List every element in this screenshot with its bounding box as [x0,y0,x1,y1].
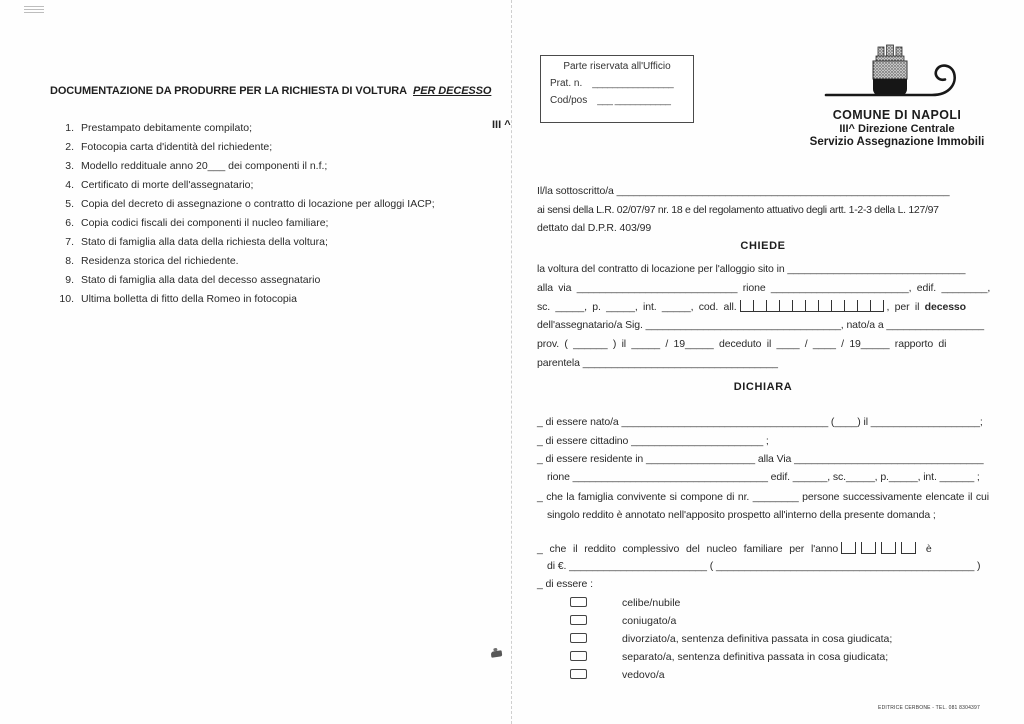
item-text: Copia codici fiscali dei componenti il nucleo familiare; [81,217,329,229]
decl-birth-line: _ di essere nato/a ____________________________________ (____) il ___________________; [537,416,983,428]
decl-euro-line: di €. ________________________ ( _____________________________________________ ) [547,560,981,572]
item-text: Fotocopia carta d'identità del richiedente; [81,141,273,153]
documentation-title-emphasis: PER DECESSO [413,85,492,97]
list-item [50,233,495,252]
org-service: Servizio Assegnazione Immobili [809,136,985,148]
blank-line: ___ ___________ [597,95,671,106]
request-unit-line [537,300,989,315]
income-text: _ che il reddito complessivo del nucleo familiare per l'anno [537,543,839,555]
assignee-line: dell'assegnatario/a Sig. __________________________________, nato/a a _________________ [537,319,984,331]
documentation-title [50,85,495,97]
checkbox-icon [570,669,587,679]
item-number: 8. [65,255,74,267]
request-street-line: alla via ____________________________ rione ________________________, edif. ________, [537,282,991,294]
documentation-column [50,85,495,309]
decl-citizenship-line: _ di essere cittadino _______________________ ; [537,435,769,447]
option-label: vedovo/a [622,669,665,681]
scan-smudge [491,650,503,657]
section-heading-chiede: CHIEDE [740,240,786,252]
list-item [50,252,495,271]
blank-line: ________________ [592,78,674,89]
item-number: 1. [65,122,74,134]
option-label: separato/a, sentenza definitiva passata in cosa giudicata; [622,651,889,663]
item-number: 6. [65,217,74,229]
printer-credit: EDITRICE CERBONE - TEL. 081 8304397 [878,705,980,711]
checkbox-icon [570,615,587,625]
option-label: celibe/nubile [622,597,681,609]
checkbox-icon [570,651,587,661]
item-number: 5. [65,198,74,210]
list-item [50,119,495,138]
unit-fields-text: sc. _____, p. _____, int. _____, cod. all. [537,301,737,313]
field-label: Prat. n. [550,78,583,89]
org-department: III^ Direzione Centrale [839,123,955,135]
org-header [767,108,1024,148]
fold-marker-label: III ^ [492,119,511,131]
comune-di-napoli-crest-icon [822,44,972,110]
scan-artifact [24,6,44,13]
office-box-title: Parte riservata all'Ufficio [563,61,671,72]
option-label: coniugato/a [622,615,677,627]
income-tail-text: è [925,543,932,555]
marital-option-row [537,651,989,669]
law-reference-line-2: dettato dal D.P.R. 403/99 [537,222,652,234]
fold-line [511,0,512,724]
list-item [50,271,495,290]
marital-option-row [537,669,989,687]
documentation-list [50,119,495,309]
decl-marital-intro: _ di essere : [537,578,593,590]
org-name: COMUNE DI NAPOLI [832,108,962,122]
decl-district-line: rione __________________________________ edif. ______, sc._____, p._____, int. ______ ; [547,471,980,483]
crown-icon [876,45,904,61]
decesso-emphasis: decesso [924,301,966,313]
item-text: Stato di famiglia alla data della richiesta della voltura; [81,236,328,248]
documentation-title-text: DOCUMENTAZIONE DA PRODURRE PER LA RICHIESTA DI VOLTURA [50,85,407,97]
decl-income-line [537,542,989,557]
field-label: Cod/pos [550,95,588,106]
office-box-field-prat [550,78,693,89]
list-item [50,195,495,214]
checkbox-icon [570,633,587,643]
marital-options [537,597,989,687]
checkbox-icon [570,597,587,607]
subscriber-line: Il/la sottoscritto/a __________________________________________________________ [537,185,950,197]
law-reference-line: ai sensi della L.R. 02/07/97 nr. 18 e del regolamento attuativo degli artt. 1-2-3 della L. 127/97 [537,204,939,216]
list-item [50,138,495,157]
item-text: Residenza storica del richiedente. [81,255,239,267]
list-item [50,157,495,176]
office-reserved-box [540,55,694,123]
item-text: Copia del decreto di assegnazione o contratto di locazione per alloggi IACP; [81,198,435,210]
kinship-line: parentela __________________________________ [537,357,778,369]
list-item [50,290,495,309]
item-text: Ultima bolletta di fitto della Romeo in fotocopia [81,293,297,305]
item-text: Prestampato debitamente compilato; [81,122,253,134]
item-number: 2. [65,141,74,153]
item-text: Modello reddituale anno 20___ dei componenti il n.f.; [81,160,328,172]
item-number: 3. [65,160,74,172]
item-number: 7. [65,236,74,248]
marital-option-row [537,597,989,615]
list-item [50,214,495,233]
item-number: 10. [59,293,74,305]
marital-option-row [537,615,989,633]
list-item [50,176,495,195]
item-text: Certificato di morte dell'assegnatario; [81,179,254,191]
code-cells [740,300,884,315]
section-heading-dichiara: DICHIARA [733,381,793,393]
province-death-line: prov. ( ______ ) il _____ / 19_____ deceduto il ____ / ____ / 19_____ rapporto di [537,338,947,350]
decl-family-paragraph: _ che la famiglia convivente si compone di nr. ________ persone successivamente elencate il cui singolo reddito è annotato nell'apposito prospetto all'interno della presente domanda ; [537,491,989,521]
item-number: 9. [65,274,74,286]
decl-residence-line: _ di essere residente in ___________________ alla Via _________________________________ [537,453,984,465]
item-text: Stato di famiglia alla data del decesso assegnatario [81,274,321,286]
marital-option-row [537,633,989,651]
option-label: divorziato/a, sentenza definitiva passata in cosa giudicata; [622,633,893,645]
request-location-line: la voltura del contratto di locazione per l'alloggio sito in _______________________________ [537,263,966,275]
unit-mid-text: , per il [886,301,920,313]
office-box-field-codpos [550,95,693,106]
item-number: 4. [65,179,74,191]
year-cells [841,542,916,557]
